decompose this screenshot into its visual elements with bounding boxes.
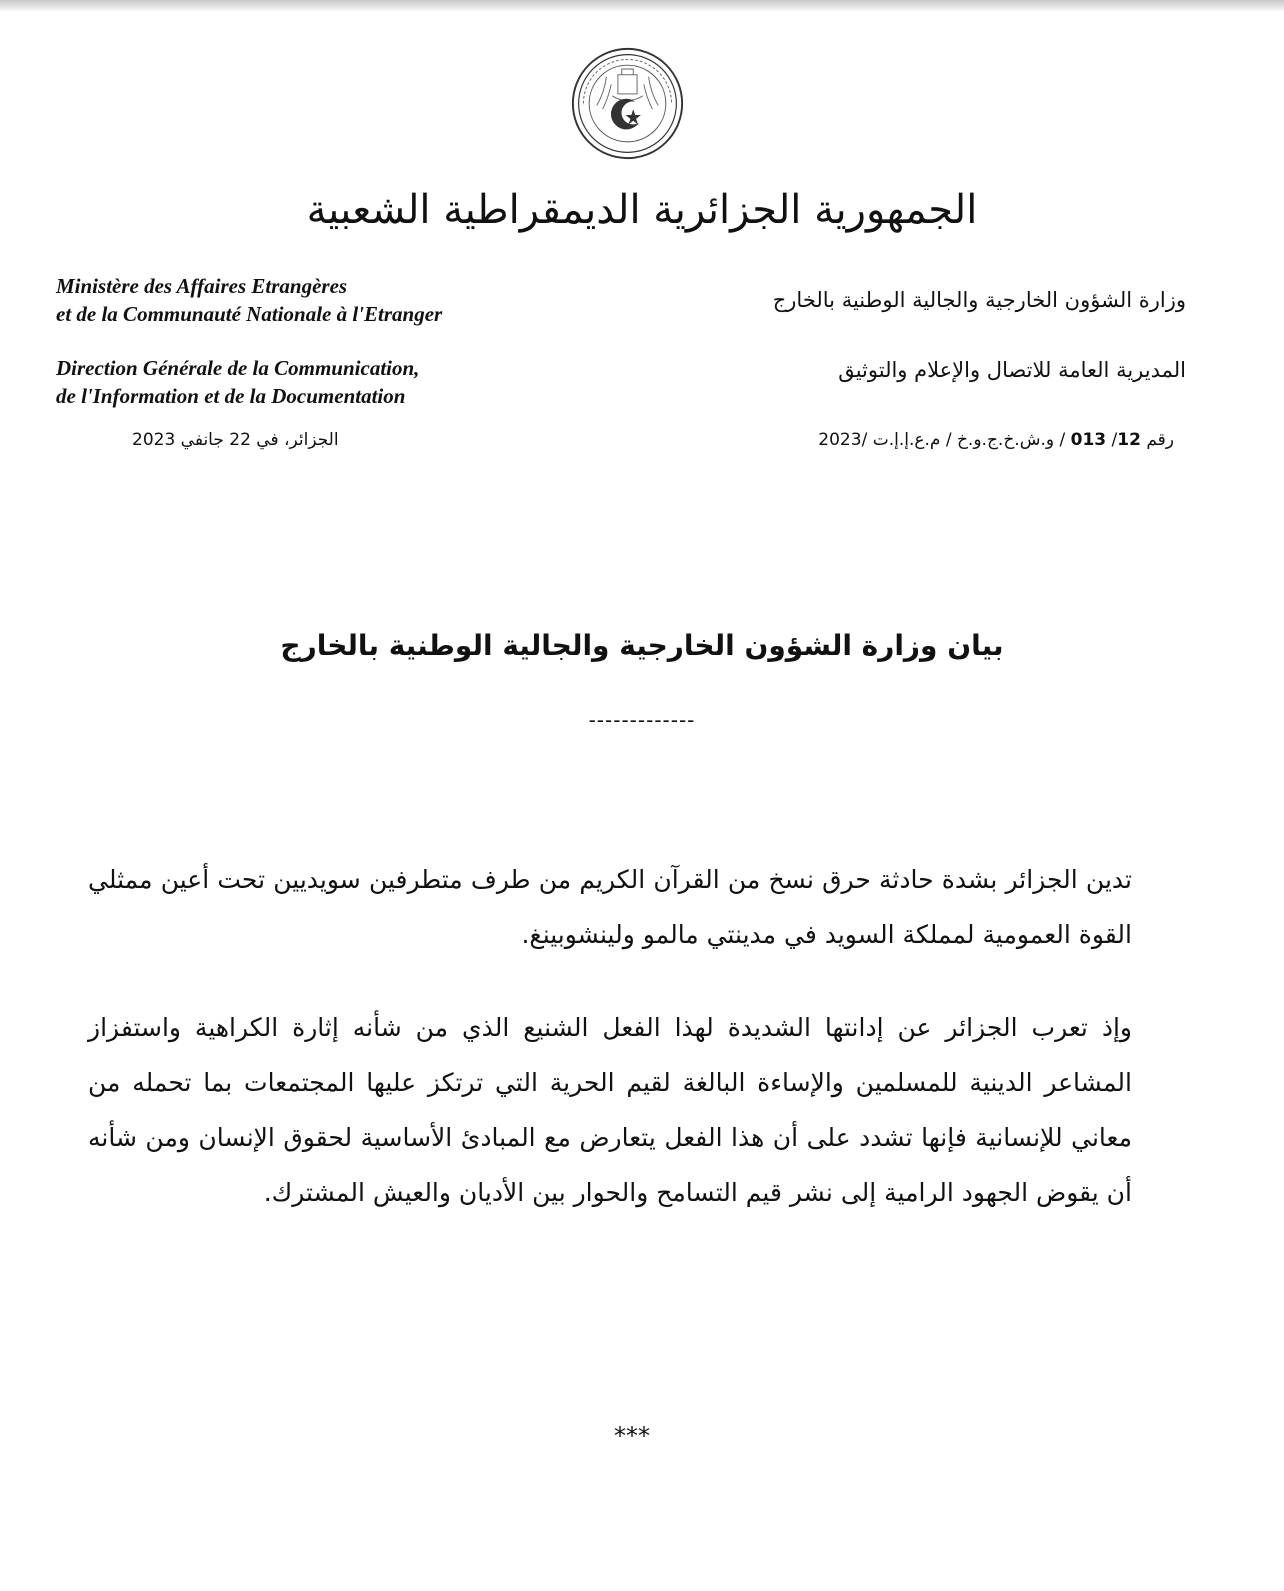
algeria-state-seal-icon — [570, 46, 685, 161]
ministry-name-fr-line-1: Ministère des Affaires Etrangères — [56, 274, 348, 298]
reference-number-b: 013 — [1070, 430, 1107, 450]
directorate-name-fr-line-1: Direction Générale de la Communication, — [56, 356, 420, 380]
reference-prefix: رقم — [1146, 430, 1174, 450]
ministry-name-fr — [56, 272, 442, 328]
directorate-name-fr — [56, 354, 419, 410]
statement-title: بيان وزارة الشؤون الخارجية والجالية الوطنية بالخارج — [280, 629, 1004, 662]
directorate-name-fr-line-2: de l'Information et de la Documentation — [56, 384, 406, 408]
reference-number: رقم 12/ 013 / و.ش.خ.ج.و.خ / م.ع.إ.إ.ت /2023 — [818, 430, 1174, 450]
end-mark: *** — [614, 1422, 650, 1450]
ministry-name-ar: وزارة الشؤون الخارجية والجالية الوطنية بالخارج — [772, 288, 1186, 312]
directorate-name-ar: المديرية العامة للاتصال والإعلام والتوثيق — [838, 358, 1186, 382]
republic-name: الجمهورية الجزائرية الديمقراطية الشعبية — [306, 187, 978, 233]
reference-suffix: / و.ش.خ.ج.و.خ / م.ع.إ.إ.ت /2023 — [818, 430, 1066, 450]
top-edge-shadow — [0, 0, 1284, 12]
ministry-name-fr-line-2: et de la Communauté Nationale à l'Etranger — [56, 302, 443, 326]
statement-paragraph-2: وإذ تعرب الجزائر عن إدانتها الشديدة لهذا الفعل الشنيع الذي من شأنه إثارة الكراهية واستفزاز المشاعر الدينية للمسلمين والإساءة البالغة لقيم الحرية التي ترتكز عليها المجتمعات بما تحمله من معاني للإنسانية فإنها تشدد على أن هذا الفعل يتعارض مع المبادئ الأساسية لحقوق الإنسان ومن شأنه أن يقوض الجهود الرامية إلى نشر قيم التسامح والحوار بين الأديان والعيش المشترك. — [88, 1013, 1132, 1207]
place-and-date: الجزائر، في 22 جانفي 2023 — [132, 430, 339, 450]
statement-paragraph-1: تدين الجزائر بشدة حادثة حرق نسخ من القرآن الكريم من طرف متطرفين سويديين تحت أعين ممثلي القوة العمومية لمملكة السويد في مدينتي مالمو ولينشوبينغ. — [88, 865, 1132, 949]
reference-number-a: 12 — [1117, 430, 1141, 450]
title-separator: ------------- — [588, 708, 696, 732]
